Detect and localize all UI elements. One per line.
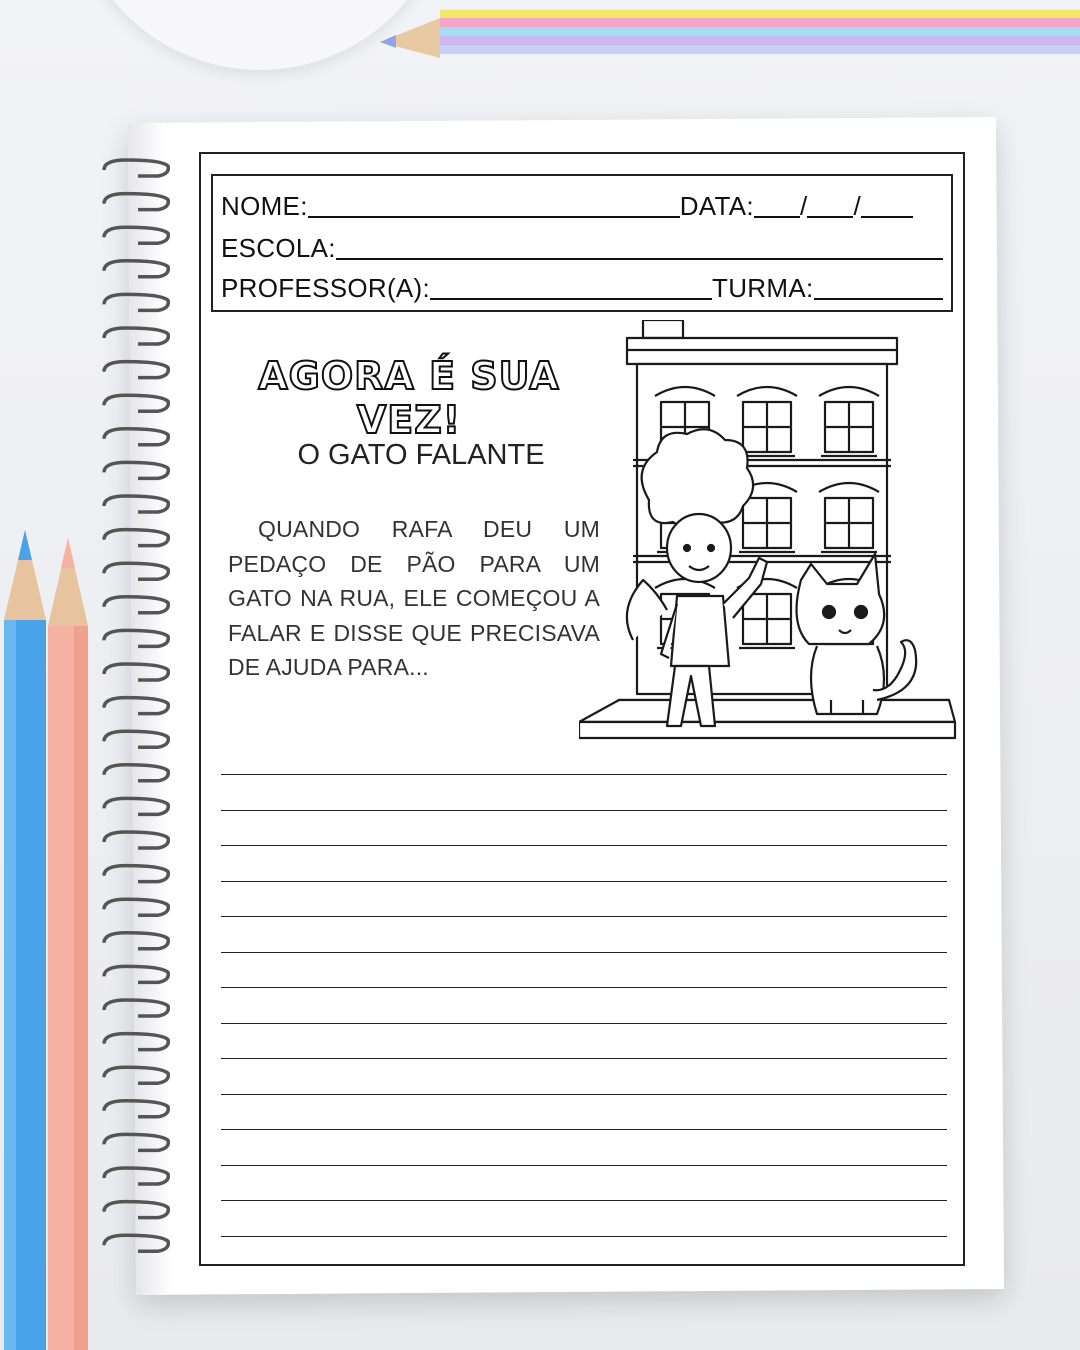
writing-line[interactable] bbox=[221, 987, 947, 988]
worksheet bbox=[199, 152, 965, 1266]
spiral-binding-icon bbox=[96, 150, 176, 1270]
spiral-coil bbox=[104, 328, 168, 344]
writing-line[interactable] bbox=[221, 916, 947, 917]
spiral-coil bbox=[104, 597, 168, 613]
spiral-coil bbox=[104, 1168, 168, 1184]
spiral-coil bbox=[104, 1101, 168, 1117]
spiral-coil bbox=[104, 462, 168, 478]
spiral-coil bbox=[104, 899, 168, 915]
spiral-coil bbox=[104, 630, 168, 646]
spiral-coil bbox=[104, 227, 168, 243]
student-info-box bbox=[211, 174, 953, 312]
blue-pencil-icon bbox=[0, 530, 50, 1350]
date-separator: / bbox=[799, 191, 808, 221]
teacher-class-row bbox=[221, 268, 943, 304]
spiral-coil bbox=[104, 496, 168, 512]
date-day-field[interactable] bbox=[754, 190, 800, 218]
spiral-coil bbox=[104, 1000, 168, 1016]
spiral-coil bbox=[104, 194, 168, 210]
writing-line[interactable] bbox=[221, 881, 947, 882]
writing-lines[interactable] bbox=[221, 774, 947, 1271]
spiral-coil bbox=[104, 1034, 168, 1050]
class-field[interactable] bbox=[814, 272, 944, 300]
spiral-coil bbox=[104, 765, 168, 781]
writing-line[interactable] bbox=[221, 1058, 947, 1059]
spiral-coil bbox=[104, 429, 168, 445]
story-title: O GATO FALANTE bbox=[297, 439, 545, 471]
date-separator: / bbox=[853, 191, 862, 221]
activity-banner: AGORA É SUA VEZ! bbox=[258, 354, 560, 442]
date-year-field[interactable] bbox=[861, 190, 913, 218]
spiral-coil bbox=[104, 1067, 168, 1083]
writing-line[interactable] bbox=[221, 1200, 947, 1201]
spiral-coil bbox=[104, 294, 168, 310]
teacher-label: PROFESSOR(A): bbox=[221, 273, 431, 303]
spiral-coil bbox=[104, 731, 168, 747]
story-prompt-text: QUANDO RAFA DEU UM PEDAÇO DE PÃO PARA UM GATO NA RUA, ELE COMEÇOU A FALAR E DISSE QUE PRECISAVA DE AJUDA PARA... bbox=[228, 516, 600, 680]
writing-line[interactable] bbox=[221, 1236, 947, 1237]
writing-line[interactable] bbox=[221, 1023, 947, 1024]
spiral-coil bbox=[104, 1134, 168, 1150]
date-label: DATA: bbox=[679, 191, 754, 221]
name-date-row bbox=[221, 186, 943, 222]
spiral-coil bbox=[104, 866, 168, 882]
spiral-coil bbox=[104, 563, 168, 579]
story-prompt bbox=[228, 512, 600, 685]
class-label: TURMA: bbox=[712, 273, 814, 303]
spiral-coil bbox=[104, 1202, 168, 1218]
writing-line[interactable] bbox=[221, 1094, 947, 1095]
writing-line[interactable] bbox=[221, 1165, 947, 1166]
pink-pencil-icon bbox=[44, 538, 92, 1350]
name-field[interactable] bbox=[308, 190, 680, 218]
spiral-coil bbox=[104, 1235, 168, 1251]
spiral-coil bbox=[104, 798, 168, 814]
writing-line[interactable] bbox=[221, 774, 947, 775]
spiral-coil bbox=[104, 530, 168, 546]
school-field[interactable] bbox=[336, 232, 943, 260]
spiral-coil bbox=[104, 966, 168, 982]
illustration bbox=[579, 320, 957, 742]
rainbow-pencil-icon bbox=[380, 0, 1080, 60]
writing-line[interactable] bbox=[221, 952, 947, 953]
school-label: ESCOLA: bbox=[221, 233, 336, 263]
spiral-coil bbox=[104, 664, 168, 680]
date-month-field[interactable] bbox=[807, 190, 853, 218]
spiral-coil bbox=[104, 832, 168, 848]
spiral-coil bbox=[104, 933, 168, 949]
writing-line[interactable] bbox=[221, 1129, 947, 1130]
writing-line[interactable] bbox=[221, 845, 947, 846]
school-row bbox=[221, 228, 943, 264]
writing-line[interactable] bbox=[221, 810, 947, 811]
spiral-coil bbox=[104, 261, 168, 277]
spiral-coil bbox=[104, 395, 168, 411]
spiral-coil bbox=[104, 698, 168, 714]
spiral-coil bbox=[104, 362, 168, 378]
name-label: NOME: bbox=[221, 191, 308, 221]
spiral-coil bbox=[104, 160, 168, 176]
teacher-field[interactable] bbox=[430, 272, 712, 300]
